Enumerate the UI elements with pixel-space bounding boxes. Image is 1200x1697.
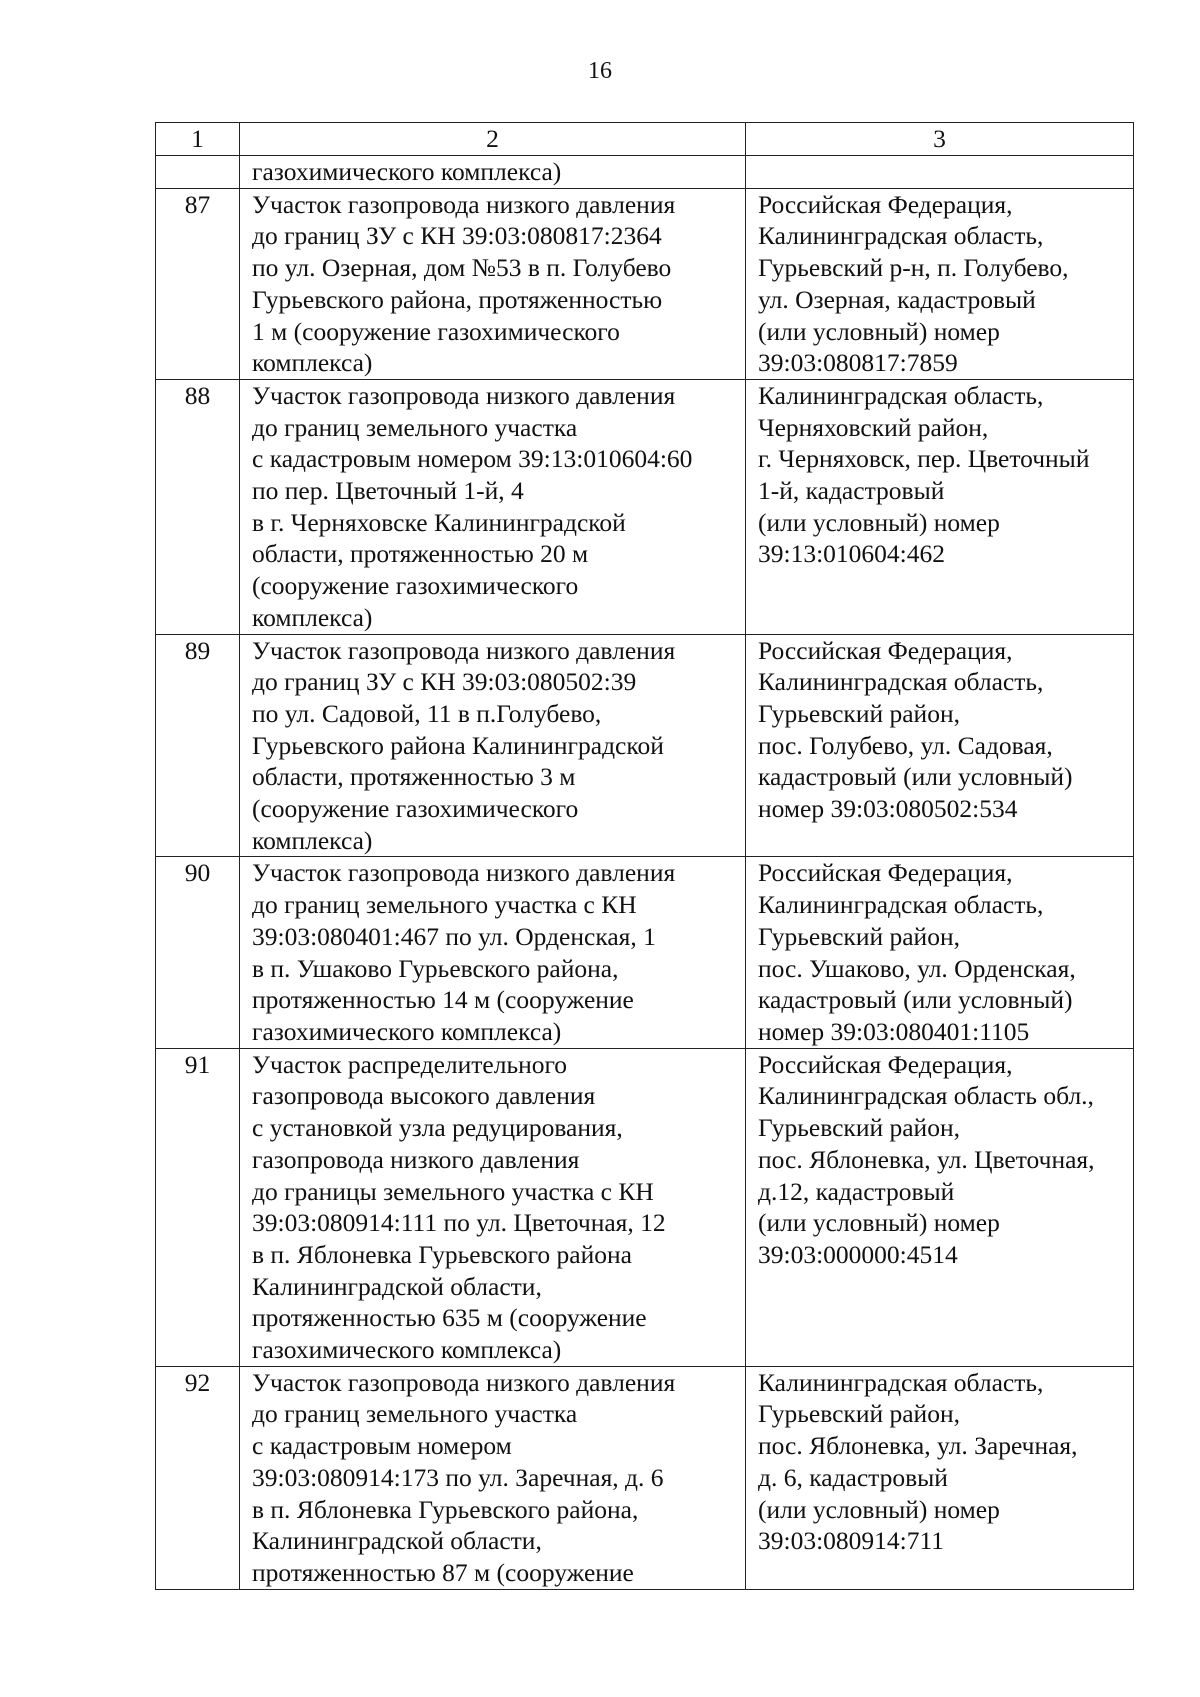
address-line: д.12, кадастровый [758,1176,955,1206]
address-line: Российская Федерация, [758,858,1013,888]
column-header-number: 1 [156,123,240,156]
address-line: Калининградская область обл., [758,1081,1094,1111]
address-line: 39:03:080817:7859 [758,348,958,378]
description-cell [240,156,746,189]
address-line: ул. Озерная, кадастровый [758,284,1036,314]
description-cell [240,1048,746,1366]
address-line: пос. Яблоневка, ул. Цветочная, [758,1144,1095,1174]
address-cell [746,188,1134,379]
description-line: газопровода низкого давления [252,1144,580,1174]
address-cell [746,634,1134,857]
address-line: Российская Федерация, [758,189,1013,219]
registry-table [155,122,1134,1590]
address-line: Калининградская область, [758,667,1044,697]
address-line: (или условный) номер [758,507,1000,537]
address-cell [746,379,1134,634]
description-line: газохимического комплекса) [252,1016,562,1046]
address-line: Калининградская область, [758,890,1044,920]
row-number-cell: 91 [156,1048,240,1366]
address-cell [746,857,1134,1048]
description-line: протяженностью 87 м (сооружение [252,1557,634,1587]
description-cell [240,857,746,1048]
address-line: номер 39:03:080502:534 [758,794,1018,824]
address-line: номер 39:03:080401:1105 [758,1016,1030,1046]
address-line: (или условный) номер [758,1208,1000,1238]
row-number-cell: 89 [156,634,240,857]
row-number-cell: 92 [156,1366,240,1589]
description-line: газохимического комплекса) [252,157,562,186]
description-line: Гурьевского района, протяженностью [252,284,663,314]
description-line: до границ ЗУ с КН 39:03:080502:39 [252,667,637,697]
address-line: 39:03:000000:4514 [758,1239,958,1269]
address-line: д. 6, кадастровый [758,1462,948,1492]
description-line: области, протяженностью 3 м [252,762,576,792]
description-line: до границ земельного участка [252,412,578,442]
description-line: комплекса) [252,825,373,855]
description-line: до границ ЗУ с КН 39:03:080817:2364 [252,221,662,251]
description-line: до границ земельного участка [252,1399,578,1429]
address-line: кадастровый (или условный) [758,762,1073,792]
description-line: в п. Яблоневка Гурьевского района, [252,1494,639,1524]
description-line: 39:03:080914:173 по ул. Заречная, д. 6 [252,1462,664,1492]
description-line: до границы земельного участка с КН [252,1176,654,1206]
description-line: Участок газопровода низкого давления [252,635,676,665]
address-line: Российская Федерация, [758,1049,1013,1079]
description-line: с кадастровым номером 39:13:010604:60 [252,444,693,474]
column-header-address: 3 [746,123,1134,156]
description-line: 39:03:080914:111 по ул. Цветочная, 12 [252,1208,666,1238]
description-cell [240,1366,746,1589]
description-line: (сооружение газохимического [252,571,579,601]
description-cell [240,188,746,379]
address-line: Российская Федерация, [758,635,1013,665]
table-row [156,857,1134,1048]
address-line: Калининградская область, [758,380,1044,410]
description-cell [240,379,746,634]
description-line: газохимического комплекса) [252,1335,562,1365]
address-line: Калининградская область, [758,221,1044,251]
description-cell [240,634,746,857]
description-line: комплекса) [252,348,373,378]
description-line: газопровода высокого давления [252,1081,596,1111]
address-cell [746,1048,1134,1366]
description-line: (сооружение газохимического [252,794,579,824]
description-line: Участок газопровода низкого давления [252,858,676,888]
address-line: 39:03:080914:711 [758,1526,945,1556]
description-line: Участок газопровода низкого давления [252,1367,676,1397]
table-row [156,379,1134,634]
description-line: области, протяженностью 20 м [252,539,589,569]
description-line: комплекса) [252,602,373,632]
table-row [156,1366,1134,1589]
address-line: кадастровый (или условный) [758,985,1073,1015]
table-row [156,188,1134,379]
address-line: (или условный) номер [758,316,1000,346]
address-cell [746,156,1134,189]
description-line: Гурьевского района Калининградской [252,730,664,760]
address-line: Гурьевский район, [758,1113,960,1143]
description-line: Калининградской области, [252,1271,542,1301]
row-number-cell: 90 [156,857,240,1048]
address-line: пос. Голубево, ул. Садовая, [758,730,1053,760]
description-line: по ул. Озерная, дом №53 в п. Голубево [252,253,672,283]
description-line: Калининградской области, [252,1526,542,1556]
description-line: в п. Ушаково Гурьевского района, [252,953,619,983]
description-line: до границ земельного участка с КН [252,890,637,920]
description-line: в п. Яблоневка Гурьевского района [252,1239,632,1269]
address-line: пос. Ушаково, ул. Орденская, [758,953,1076,983]
address-line: 1-й, кадастровый [758,476,945,506]
address-line: Гурьевский район, [758,698,960,728]
address-line: г. Черняховск, пер. Цветочный [758,444,1090,474]
table-row [156,634,1134,857]
address-line: 39:13:010604:462 [758,539,946,569]
table-row [156,1048,1134,1366]
description-line: в г. Черняховске Калининградской [252,507,626,537]
row-number-cell [156,156,240,189]
description-line: 39:03:080401:467 по ул. Орденская, 1 [252,921,656,951]
row-number-cell: 88 [156,379,240,634]
address-line: Гурьевский район, [758,1399,960,1429]
address-line: Гурьевский р-н, п. Голубево, [758,253,1069,283]
header-row [156,123,1134,156]
description-line: с кадастровым номером [252,1431,512,1461]
address-line: Калининградская область, [758,1367,1044,1397]
address-line: пос. Яблоневка, ул. Заречная, [758,1431,1078,1461]
description-line: 1 м (сооружение газохимического [252,316,620,346]
continuation-row [156,156,1134,189]
description-line: Участок газопровода низкого давления [252,380,676,410]
address-line: (или условный) номер [758,1494,1000,1524]
table-body [156,156,1134,1590]
description-line: по ул. Садовой, 11 в п.Голубево, [252,698,602,728]
description-line: Участок распределительного [252,1049,568,1079]
description-line: протяженностью 635 м (сооружение [252,1303,647,1333]
page-number: 16 [588,58,612,84]
description-line: Участок газопровода низкого давления [252,189,676,219]
description-line: протяженностью 14 м (сооружение [252,985,634,1015]
address-line: Черняховский район, [758,412,989,442]
column-header-description: 2 [240,123,746,156]
description-line: по пер. Цветочный 1-й, 4 [252,476,524,506]
description-line: с установкой узла редуцирования, [252,1113,623,1143]
row-number-cell: 87 [156,188,240,379]
address-line: Гурьевский район, [758,921,960,951]
address-cell [746,1366,1134,1589]
